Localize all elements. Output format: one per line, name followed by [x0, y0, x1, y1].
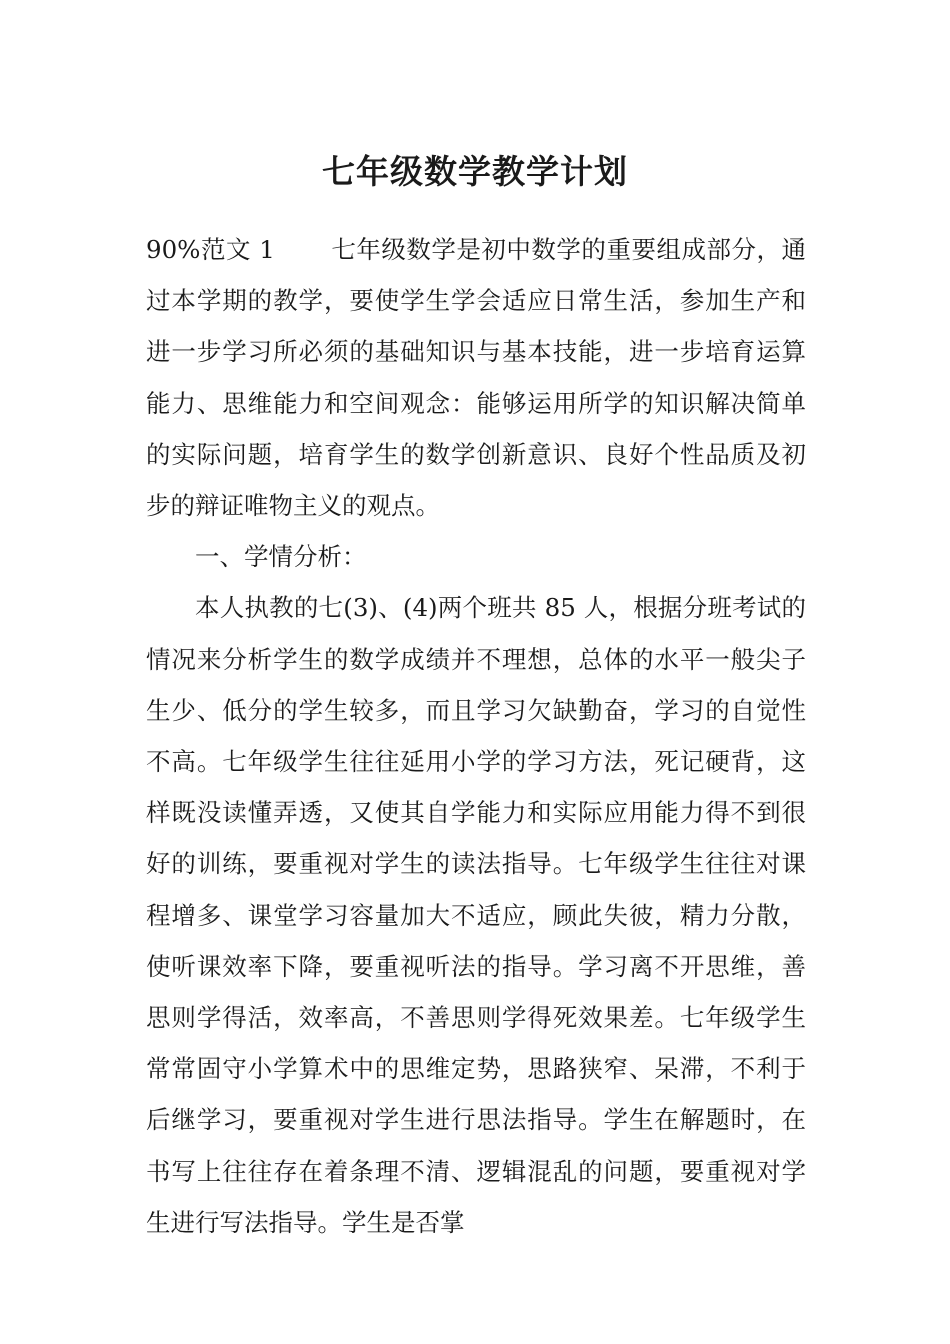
- intro-text: 七年级数学是初中数学的重要组成部分，通过本学期的教学，要使学生学会适应日常生活，参加生产和进一步学习所必须的基础知识与基本技能，进一步培育运算能力、思维能力和空间观念：能够运用所学的知识解决简单的实际问题，培育学生的数学创新意识、良好个性品质及初步的辩证唯物主义的观点。: [146, 235, 806, 521]
- section-heading: 一、学情分析：: [195, 542, 367, 572]
- document-title: 七年级数学教学计划: [322, 152, 628, 192]
- document-body: [146, 224, 806, 1248]
- section-paragraph: 本人执教的七(3)、(4)两个班共 85 人，根据分班考试的情况来分析学生的数学成绩并不理想，总体的水平一般尖子生少、低分的学生较多，而且学习欠缺勤奋，学习的自觉性不高。七年级学生往往延用小学的学习方法，死记硬背，这样既没读懂弄透，又使其自学能力和实际应用能力得不到很好的训练，要重视对学生的读法指导。七年级学生往往对课程增多、课堂学习容量加大不适应，顾此失彼，精力分散，使听课效率下降，要重视听法的指导。学习离不开思维，善思则学得活，效率高，不善思则学得死效果差。七年级学生常常固守小学算术中的思维定势，思路狭窄、呆滞，不利于后继学习，要重视对学生进行思法指导。学生在解题时，在书写上往往存在着条理不清、逻辑混乱的问题，要重视对学生进行写法指导。学生是否掌: [146, 593, 806, 1237]
- intro-paragraph: [146, 224, 806, 531]
- intro-label: 90%范文 1: [146, 235, 275, 264]
